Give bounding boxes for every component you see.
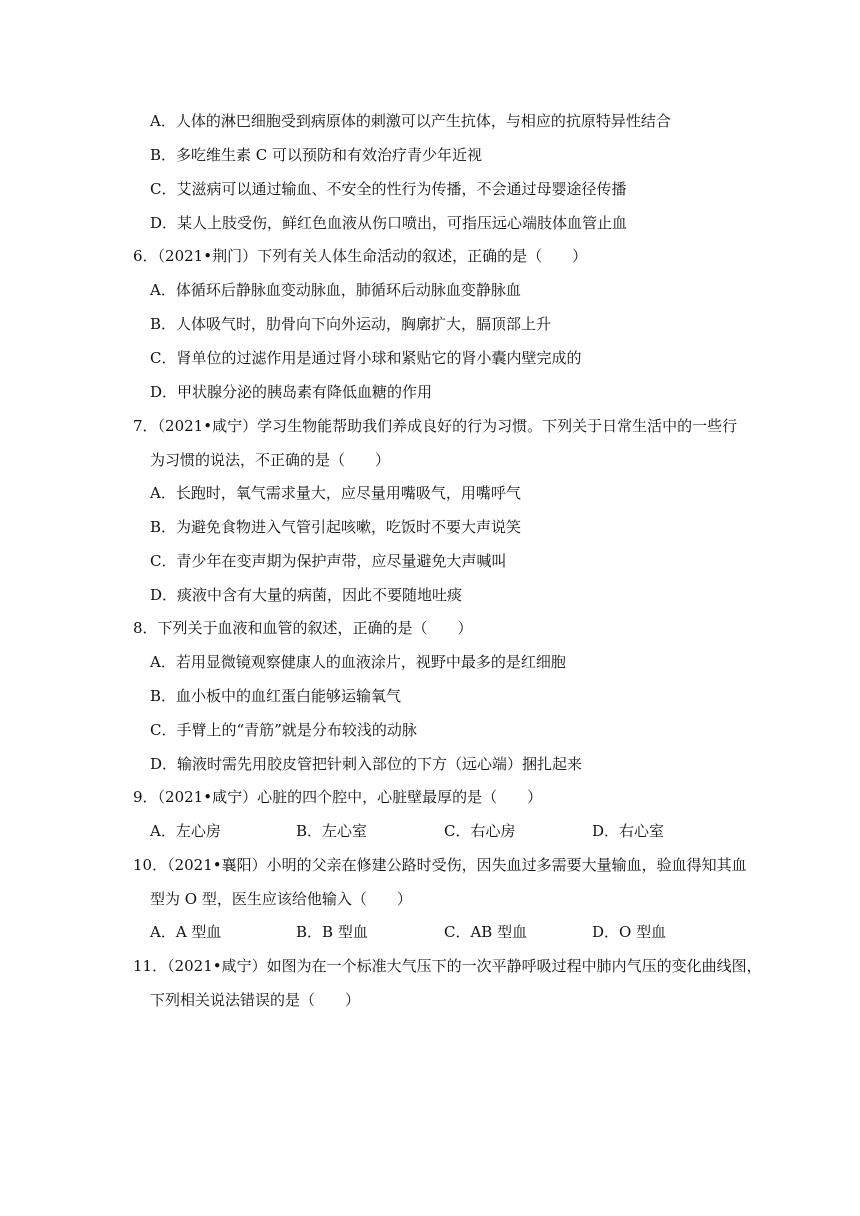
q5-option-a: A．人体的淋巴细胞受到病原体的刺激可以产生抗体，与相应的抗原特异性结合 xyxy=(150,112,671,130)
q7-option-c: C．青少年在变声期为保护声带，应尽量避免大声喊叫 xyxy=(150,552,507,570)
q7-option-b: B．为避免食物进入气管引起咳嗽，吃饭时不要大声说笑 xyxy=(150,518,522,536)
q8-option-c: C．手臂上的“青筋”就是分布较浅的动脉 xyxy=(150,721,417,739)
q6-option-a: A．体循环后静脉血变动脉血，肺循环后动脉血变静脉血 xyxy=(150,281,521,299)
q11-stem-line1: 11．（2021•咸宁）如图为在一个标准大气压下的一次平静呼吸过程中肺内气压的变化曲线图， xyxy=(133,957,762,975)
q8-stem: 8．下列关于血液和血管的叙述，正确的是（ ） xyxy=(133,619,473,637)
q11-stem-line2: 下列相关说法错误的是（ ） xyxy=(150,991,361,1009)
q6-option-c: C．肾单位的过滤作用是通过肾小球和紧贴它的肾小囊内壁完成的 xyxy=(150,349,582,367)
q5-option-c: C．艾滋病可以通过输血、不安全的性行为传播，不会通过母婴途径传播 xyxy=(150,180,627,198)
q9-option-b: B．左心室 xyxy=(296,822,368,840)
q10-option-c: C．AB 型血 xyxy=(444,923,528,941)
q9-stem: 9．（2021•咸宁）心脏的四个腔中，心脏壁最厚的是（ ） xyxy=(133,788,543,806)
q9-option-c: C．右心房 xyxy=(444,822,516,840)
q7-option-d: D．痰液中含有大量的病菌，因此不要随地吐痰 xyxy=(150,586,463,604)
q6-option-d: D．甲状腺分泌的胰岛素有降低血糖的作用 xyxy=(150,383,433,401)
q7-stem-line2: 为习惯的说法，不正确的是（ ） xyxy=(150,451,391,469)
q9-option-a: A．左心房 xyxy=(150,822,221,840)
q8-option-a: A．若用显微镜观察健康人的血液涂片，视野中最多的是红细胞 xyxy=(150,653,566,671)
q6-option-b: B．人体吸气时，肋骨向下向外运动，胸廓扩大，膈顶部上升 xyxy=(150,315,552,333)
q10-stem-line2: 型为 O 型，医生应该给他输入（ ） xyxy=(150,890,412,908)
q10-stem-line1: 10．（2021•襄阳）小明的父亲在修建公路时受伤，因失血过多需要大量输血，验血得知其血 xyxy=(133,856,747,874)
q6-stem: 6．（2021•荆门）下列有关人体生命活动的叙述，正确的是（ ） xyxy=(133,247,588,265)
q5-option-b: B．多吃维生素 C 可以预防和有效治疗青少年近视 xyxy=(150,146,483,164)
q10-option-a: A．A 型血 xyxy=(150,923,222,941)
q7-stem-line1: 7．（2021•咸宁）学习生物能帮助我们养成良好的行为习惯。下列关于日常生活中的一些行 xyxy=(133,417,738,435)
q8-option-b: B．血小板中的血红蛋白能够运输氧气 xyxy=(150,687,402,705)
q8-option-d: D．输液时需先用胶皮管把针刺入部位的下方（远心端）捆扎起来 xyxy=(150,755,583,773)
q5-option-d: D．某人上肢受伤，鲜红色血液从伤口喷出，可指压远心端肢体血管止血 xyxy=(150,214,628,232)
q10-option-b: B．B 型血 xyxy=(296,923,368,941)
q9-option-d: D．右心室 xyxy=(592,822,665,840)
q10-option-d: D．O 型血 xyxy=(592,923,667,941)
q7-option-a: A．长跑时，氧气需求量大，应尽量用嘴吸气，用嘴呼气 xyxy=(150,484,521,502)
